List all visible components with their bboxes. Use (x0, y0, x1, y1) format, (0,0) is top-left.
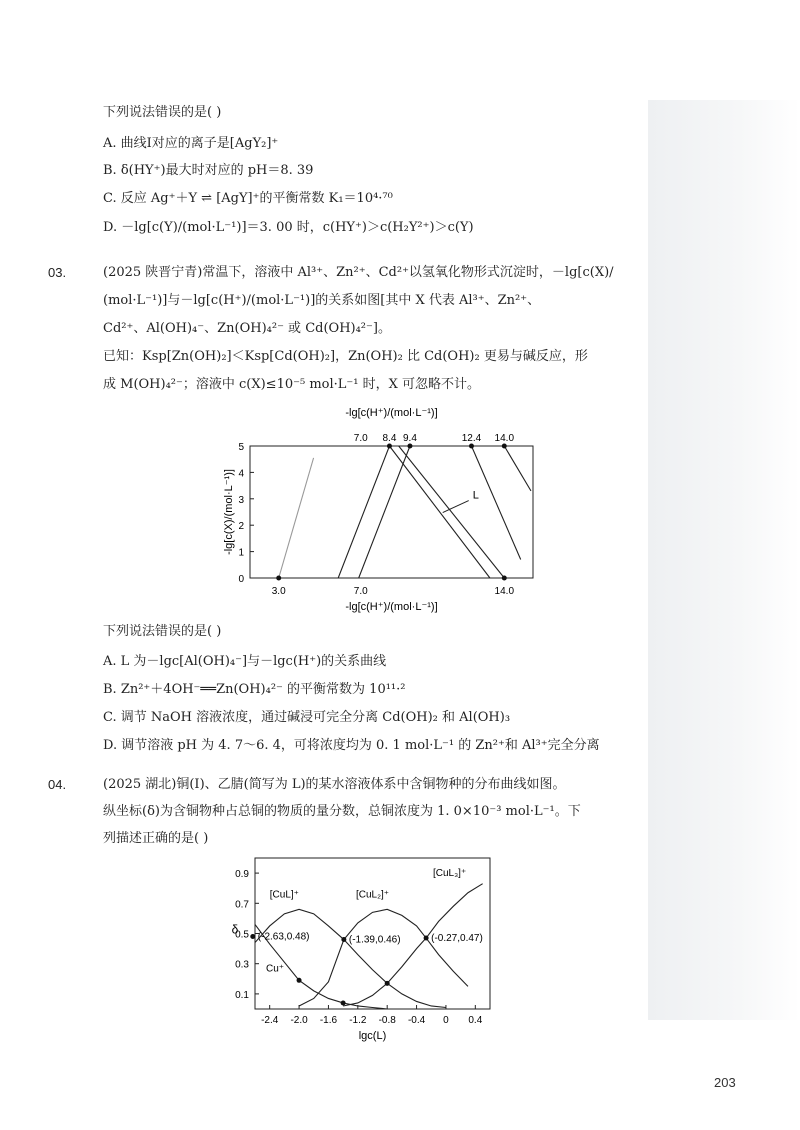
chart2-x-tick-label: 0 (443, 1015, 449, 1026)
chart1-top-tick-label: 14.0 (494, 433, 515, 444)
q04-number: 04. (48, 777, 67, 792)
q03-option-b: B. Zn²⁺＋4OH⁻══Zn(OH)₄²⁻ 的平衡常数为 10¹¹·² (103, 682, 406, 697)
chart1-y-tick-label: 0 (238, 574, 244, 585)
chart1-x-axis-title: -lg[c(H⁺)/(mol·L⁻¹)] (345, 601, 438, 613)
chart1-y-axis-title: -lg[c(X)/(mol·L⁻¹)] (223, 469, 235, 555)
q03-option-c: C. 调节 NaOH 溶液浓度，通过碱浸可完全分离 Cd(OH)₂ 和 Al(OH)₃ (103, 710, 511, 725)
chart2-x-axis-title: lgc(L) (358, 1030, 387, 1042)
chart1-y-tick-label: 4 (238, 468, 244, 480)
chart1-top-tick-label: 9.4 (403, 433, 417, 444)
chart2-y-axis-title: δ (231, 922, 239, 937)
chart1-top-axis-title: -lg[c(H⁺)/(mol·L⁻¹)] (345, 407, 438, 419)
q03-stem-line: 已知：Ksp[Zn(OH)₂]＜Ksp[Cd(OH)₂]，Zn(OH)₂ 比 Cd(OH)₂ 更易与碱反应，形 (103, 349, 588, 364)
chart1-series-line1 (279, 458, 314, 578)
chart2-annotation: (-2.63,0.48) (257, 931, 310, 943)
chart1-plot-frame (250, 446, 533, 578)
chart1-marked-point (469, 444, 474, 449)
chart1-y-tick-label: 2 (238, 521, 244, 533)
q03-stem-line: (2025 陕晋宁青)常温下，溶液中 Al³⁺、Zn²⁺、Cd²⁺以氢氧化物形式沉淀时，－lg[c(X)/ (103, 265, 614, 280)
chart2-series-label: [CuL₃]⁺ (432, 868, 467, 880)
q02-option-a: A. 曲线Ⅰ对应的离子是[AgY₂]⁺ (103, 136, 279, 151)
chart2-y-tick-label: 0.5 (235, 929, 249, 941)
chart2-y-tick-label: 0.3 (235, 959, 249, 971)
chart2-annotated-point (341, 937, 346, 942)
chart1-marked-point (502, 576, 507, 581)
q02-prompt: 下列说法错误的是( ) (103, 105, 222, 120)
q04-stem-line: 列描述正确的是( ) (103, 831, 209, 846)
chart2-series-curve (255, 909, 446, 1007)
chart1-bottom-tick-label: 7.0 (353, 586, 368, 597)
chart1-marked-point (387, 444, 392, 449)
chart2-series-label: [CuL₂]⁺ (355, 889, 390, 901)
chart2-x-tick-label: -0.4 (407, 1015, 426, 1026)
chart2-annotation: (-1.39,0.46) (348, 934, 401, 946)
chart1-curve-label: L (472, 489, 479, 502)
chart1-marked-point (407, 444, 412, 449)
q03-stem-line: (mol·L⁻¹)]与－lg[c(H⁺)/(mol·L⁻¹)]的关系如图[其中 X 代表 Al³⁺、Zn²⁺、 (103, 293, 541, 308)
chart2-marked-point (385, 981, 390, 986)
chart2-series-label: Cu⁺ (266, 963, 285, 975)
q03-option-a: A. L 为－lgc[Al(OH)₄⁻]与－lgc(H⁺)的关系曲线 (103, 654, 387, 669)
chart1-y-tick-label: 3 (238, 494, 244, 506)
q03-stem-line: Cd²⁺、Al(OH)₄⁻、Zn(OH)₄²⁻ 或 Cd(OH)₄²⁻]。 (103, 321, 391, 336)
chart1-series-L (389, 446, 489, 578)
chart1-bottom-tick-label: 14.0 (494, 586, 515, 597)
chart1-y-tick-label: 1 (238, 547, 244, 559)
chart2-x-tick-label: -2.0 (290, 1015, 308, 1026)
chart2-marked-point (297, 978, 302, 983)
chart1-top-tick-label: 12.4 (461, 433, 482, 444)
q03-stem-line: 成 M(OH)₄²⁻；溶液中 c(X)≤10⁻⁵ mol·L⁻¹ 时，X 可忽略不计。 (103, 377, 480, 392)
chart1-series-line6 (471, 446, 520, 560)
page-number: 203 (714, 1075, 736, 1090)
chart2-series-label: [CuL]⁺ (269, 889, 299, 901)
chart1-series-line3 (359, 446, 410, 578)
q02-option-d: D. －lg[c(Y)/(mol·L⁻¹)]＝3. 00 时，c(HY⁺)＞c(H₂Y²⁺)＞c(Y) (103, 220, 474, 235)
chart2-x-tick-label: 0.4 (468, 1015, 483, 1026)
q03-option-d: D. 调节溶液 pH 为 4. 7～6. 4，可将浓度均为 0. 1 mol·L⁻¹ 的 Zn²⁺和 Al³⁺完全分离 (103, 738, 600, 753)
chart1-marked-point (276, 576, 281, 581)
chart2-x-tick-label: -0.8 (378, 1015, 396, 1026)
chart2-series-curve (299, 909, 468, 1006)
chart2-x-tick-label: -2.4 (261, 1015, 279, 1026)
chart2-y-tick-label: 0.9 (235, 869, 249, 881)
q03-prompt: 下列说法错误的是( ) (103, 624, 222, 639)
q03-number: 03. (48, 265, 67, 280)
q02-option-b: B. δ(HY⁺)最大时对应的 pH＝8. 39 (103, 163, 314, 178)
chart2-x-tick-label: -1.6 (319, 1015, 338, 1026)
q04-chart (225, 852, 525, 1052)
chart2-annotation: (-0.27,0.47) (431, 933, 483, 945)
chart1-y-tick-label: 5 (238, 442, 244, 453)
chart1-bottom-tick-label: 3.0 (271, 586, 286, 597)
chart1-marked-point (502, 444, 507, 449)
chart1-series-line5 (399, 446, 505, 578)
chart2-x-tick-label: -1.2 (349, 1015, 367, 1026)
chart2-y-tick-label: 0.7 (235, 899, 249, 911)
chart2-annotated-point (250, 934, 255, 939)
chart2-marked-point (341, 1000, 346, 1005)
chart2-y-tick-label: 0.1 (235, 989, 249, 1001)
q02-option-c: C. 反应 Ag⁺＋Y ⇌ [AgY]⁺的平衡常数 K₁＝10⁴·⁷⁰ (103, 191, 393, 206)
chart1-top-tick-label: 8.4 (382, 433, 397, 444)
q04-stem-line: 纵坐标(δ)为含铜物种占总铜的物质的量分数，总铜浓度为 1. 0×10⁻³ mol·L⁻¹。下 (103, 804, 581, 819)
chart1-top-tick-label: 7.0 (353, 433, 368, 444)
chart1-series-line2 (338, 446, 389, 578)
q04-stem-line: (2025 湖北)铜(Ⅰ)、乙腈(简写为 L)的某水溶液体系中含铜物种的分布曲线如图。 (103, 777, 566, 792)
q03-chart (220, 402, 550, 617)
chart1-series-line7 (504, 446, 531, 491)
chart2-annotated-point (424, 936, 429, 941)
